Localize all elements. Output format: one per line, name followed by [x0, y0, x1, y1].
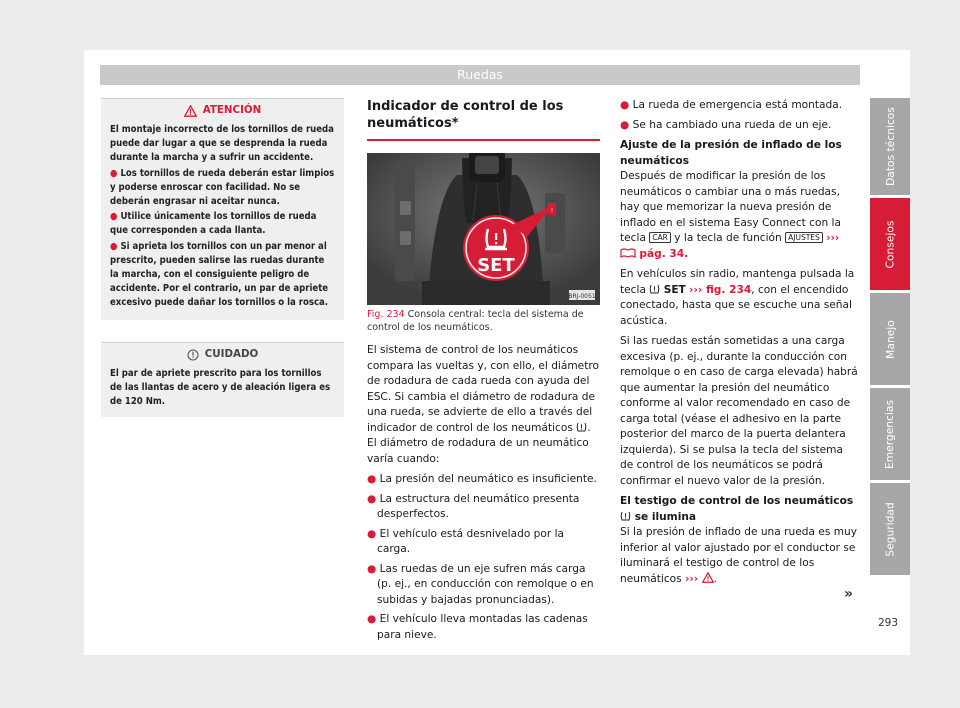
- subheading-pressure: Ajuste de la presión de inflado de los neumáticos: [620, 139, 842, 167]
- paragraph-radio: En vehículos sin radio, mantenga pulsada la tecla SET ››› fig. 234, con el encendido conectado, hasta que se escuche una señal acústica.: [620, 268, 855, 327]
- book-reference-icon: [620, 248, 636, 258]
- tire-pressure-icon: [576, 422, 587, 432]
- figure-code: BRJ-0051: [568, 293, 596, 300]
- info-circle-icon: [187, 349, 199, 361]
- warning-triangle-icon: [702, 572, 714, 583]
- warning-item: ● Si aprieta los tornillos con un par menor al prescrito, pueden salirse las ruedas durante la marcha, con el consiguiente peligro de accidente. Por el contrario, un par de apriete excesivo puede dañar los tornillos o la rosca.: [110, 240, 329, 309]
- section-title: Indicador de control de los neumáticos*: [367, 98, 600, 141]
- list-item: ● Se ha cambiado una rueda de un eje.: [620, 118, 832, 131]
- chapter-tabs: [870, 98, 910, 578]
- page-reference: pág. 34.: [639, 247, 689, 260]
- console-illustration: [367, 153, 600, 305]
- section-paragraph: El sistema de control de los neumáticos compara las vueltas y, con ello, el diámetro de rodadura de cada rueda con ayuda del ESC. Si cambia el diámetro de rodadura de una rueda, se advierte de ello a través del indicador de control de los neumáticos . El diámetro de rodadura de un neumático varía cuando:: [367, 344, 599, 465]
- paragraph-indicator: Si la presión de inflado de una rueda es muy inferior al valor ajustado por el conductor se iluminará el testigo de control de los neumáticos ››› .: [620, 526, 858, 585]
- warning-item: ● Utilice únicamente los tornillos de rueda que corresponden a cada llanta.: [110, 211, 317, 237]
- warning-header: [110, 99, 335, 123]
- tab-datos-tecnicos[interactable]: Datos técnicos: [870, 98, 910, 195]
- list-item: ● La estructura del neumático presenta desperfectos.: [367, 492, 580, 520]
- caution-body: El par de apriete prescrito para los tornillos de las llantas de acero y de aleación ligera es de 120 Nm.: [110, 367, 331, 408]
- tab-consejos[interactable]: Consejos: [870, 198, 910, 290]
- tab-emergencias[interactable]: Emergencias: [870, 388, 910, 480]
- warning-intro: El montaje incorrecto de los tornillos de rueda puede dar lugar a que se desprenda la rueda durante la marcha y a sufrir un accidente.: [110, 124, 334, 164]
- figure-set-label: SET: [477, 255, 515, 276]
- caution-header: [110, 343, 335, 367]
- caution-title: CUIDADO: [204, 347, 259, 360]
- col3-bullet-list: [620, 98, 858, 133]
- subheading-indicator: El testigo de control de los neumáticos se ilumina: [620, 495, 854, 523]
- list-item: ● Las ruedas de un eje sufren más carga (p. ej., en conducción con remolque o en subidas y bajadas pronunciadas).: [367, 562, 594, 606]
- paragraph-memorize: Después de modificar la presión de los neumáticos o cambiar una o más ruedas, hay que memorizar la nueva presión de inflado en el sistema Easy Connect con la tecla CAR y la tecla de función AJUSTES ››› pág. 34.: [620, 170, 841, 260]
- page-header: Ruedas: [100, 65, 860, 85]
- warning-item: ● Los tornillos de rueda deberán estar limpios y poderse enroscar con facilidad. No se deberán engrasar ni aceitar nunca.: [110, 167, 335, 208]
- warning-triangle-icon: [184, 105, 197, 117]
- continue-arrow-icon: »: [844, 586, 854, 602]
- svg-text:!: !: [550, 208, 554, 214]
- section-bullet-list: [367, 472, 600, 643]
- list-item: ● La presión del neumático es insuficiente.: [367, 473, 597, 485]
- warning-title: ATENCIÓN: [202, 104, 262, 117]
- figure-reference: ››› fig. 234: [689, 283, 752, 296]
- tab-manejo[interactable]: Manejo: [870, 293, 910, 385]
- paragraph-load: Si las ruedas están sometidas a una carga excesiva (p. ej., durante la conducción con remolque o en caso de carga elevada) habrá que aumentar la presión del neumático conforme al valor recomendado en caso de carga total (véase el adhesivo en la parte posterior del marco de la puerta delantera izquierda). Si se pulsa la tecla del sistema de control de los neumáticos se podrá confirmar el nuevo valor de la presión.: [620, 335, 858, 487]
- column-right: [620, 98, 858, 592]
- ref-arrow: ›››: [826, 232, 840, 244]
- figure-caption: Fig. 234 Consola central: tecla del sistema de control de los neumáticos.: [367, 309, 584, 333]
- figure-console: [367, 153, 600, 305]
- list-item: ● El vehículo está desnivelado por la carga.: [367, 527, 565, 555]
- warning-box: [101, 98, 344, 320]
- ref-arrow: ›››: [685, 572, 699, 585]
- list-item: ● La rueda de emergencia está montada.: [620, 99, 843, 111]
- ajustes-key: AJUSTES: [785, 232, 823, 243]
- tire-pressure-icon: [620, 511, 631, 521]
- page-number: 293: [878, 617, 899, 629]
- car-key: CAR: [649, 232, 671, 243]
- column-left: [101, 98, 344, 439]
- list-item: ● El vehículo lleva montadas las cadenas para nieve.: [367, 613, 588, 641]
- warning-body: [110, 123, 335, 311]
- tab-seguridad[interactable]: Seguridad: [870, 483, 910, 575]
- set-label: SET: [663, 283, 686, 296]
- caution-box: [101, 342, 344, 418]
- tire-pressure-icon: [649, 284, 660, 294]
- column-middle: [367, 98, 600, 647]
